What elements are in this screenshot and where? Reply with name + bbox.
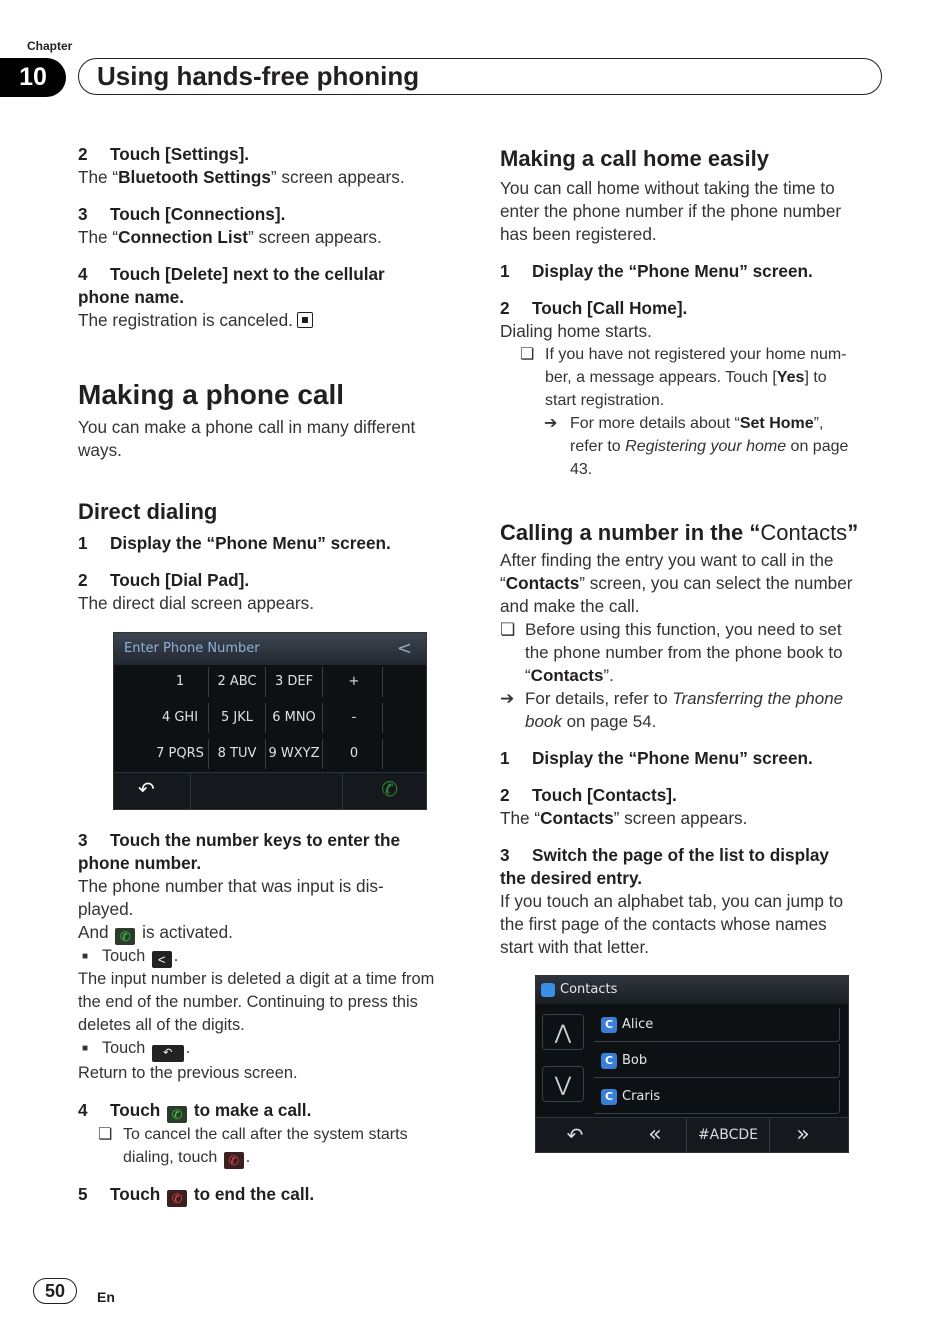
contact-row-alice[interactable]: C Alice [594, 1008, 840, 1042]
ch-step-1: 1 Display the “Phone Menu” screen. [500, 261, 813, 281]
right-column [500, 145, 885, 959]
step-3-desc: The “Connection List” screen appears. [78, 227, 382, 247]
dd-step-2: 2 Touch [Dial Pad]. [78, 570, 250, 590]
contact-icon: C [601, 1089, 617, 1105]
step-4-delete: 4 Touch [Delete] next to the cellular phone name. [78, 264, 385, 307]
left-column [78, 143, 470, 615]
delete-icon: < [152, 951, 172, 968]
ct-step-2: 2 Touch [Contacts]. [500, 785, 677, 805]
dd-step-4-note: ❏ To cancel the call after the system starts dialing, touch ✆ . [78, 1123, 470, 1169]
dialpad-key-3[interactable]: 3 DEF [266, 667, 323, 697]
back-icon[interactable]: ↶ [138, 777, 155, 801]
dd-step-2-desc: The direct dial screen appears. [78, 593, 314, 613]
checkbox-icon: ❏ [520, 346, 535, 363]
contacts-footer [536, 1117, 848, 1152]
contacts-note: ❏ Before using this function, you need to set the phone number from the phone book to “Contacts”. [500, 620, 843, 685]
dialpad-key-6[interactable]: 6 MNO [266, 703, 323, 733]
checkbox-icon: ❏ [98, 1126, 113, 1143]
phone-red-icon: ✆ [224, 1152, 244, 1169]
step-2-desc: The “Bluetooth Settings” screen appears. [78, 167, 405, 187]
making-phone-call-title: Making a phone call [78, 379, 345, 410]
dialpad-key-9[interactable]: 9 WXYZ [266, 739, 323, 769]
ct-step-2-desc: The “Contacts” screen appears. [500, 808, 748, 828]
back-icon: ↶ [152, 1045, 184, 1062]
bullet-touch-back: ■ Touch ↶ . [78, 1037, 470, 1062]
dd-step-4: 4 Touch ✆ to make a call. [78, 1100, 312, 1122]
end-mark-icon [297, 312, 313, 328]
dd-step-5: 5 Touch ✆ to end the call. [78, 1184, 315, 1206]
square-bullet-icon: ■ [82, 1043, 89, 1054]
contacts-header: Contacts [536, 976, 848, 1004]
language-label: En [97, 1289, 115, 1305]
page-number: 50 [33, 1278, 77, 1304]
contacts-intro: After finding the entry you want to call in the “Contacts” screen, you can select the number and make the call. [500, 550, 853, 616]
direct-dialing-title: Direct dialing [78, 499, 218, 524]
contact-icon: C [601, 1053, 617, 1069]
arrow-icon: ➔ [500, 689, 515, 708]
making-call-intro: You can make a phone call in many different ways. [78, 417, 416, 460]
arrow-icon: ➔ [544, 415, 558, 432]
phone-red-icon: ✆ [167, 1190, 187, 1207]
bullet-touch-delete: ■ Touch < . [82, 947, 179, 967]
dd-step-3: 3 Touch the number keys to enter the phone number. [78, 830, 401, 873]
call-home-title: Making a call home easily [500, 146, 770, 171]
dialpad-key-5[interactable]: 5 JKL [209, 703, 266, 733]
ch-subnote: ➔ For more details about “Set Home”, refer to Registering your home on page 43. [500, 412, 885, 481]
contact-icon: C [601, 1017, 617, 1033]
scroll-down-button[interactable]: ⋁ [542, 1066, 584, 1102]
scroll-up-button[interactable]: ⋀ [542, 1014, 584, 1050]
dialpad-header: Enter Phone Number < [114, 633, 426, 665]
step-4-desc: The registration is canceled. [78, 309, 470, 332]
contact-row-craris[interactable]: C Craris [594, 1080, 840, 1114]
step-3-connections: 3 Touch [Connections]. [78, 204, 286, 224]
phone-green-icon: ✆ [167, 1106, 187, 1123]
dialpad-key-2[interactable]: 2 ABC [209, 667, 266, 697]
dd-step-3-desc: The phone number that was input is dis- played. And ✆ is activated. [78, 876, 384, 944]
chapter-title: Using hands-free phoning [78, 58, 882, 95]
dialpad-key-plus[interactable]: + [326, 667, 383, 697]
next-tab-icon[interactable]: » [796, 1122, 810, 1147]
step-2-settings: 2 Touch [Settings]. [78, 144, 250, 164]
ch-step-2: 2 Touch [Call Home]. [500, 298, 688, 318]
phone-green-icon: ✆ [115, 928, 135, 945]
call-home-intro: You can call home without taking the time to enter the phone number if the phone number has been registered. [500, 178, 842, 244]
alphabet-tab[interactable]: #ABCDE [686, 1118, 770, 1152]
ct-step-1: 1 Display the “Phone Menu” screen. [500, 748, 813, 768]
contacts-subnote: ➔ For details, refer to Transferring the phone book on page 54. [500, 689, 844, 731]
dialpad-key-1[interactable]: 1 [152, 667, 209, 697]
contacts-screenshot [535, 975, 849, 1153]
ct-step-3-desc: If you touch an alphabet tab, you can jump to the first page of the contacts whose names start with that letter. [500, 891, 844, 957]
bullet-back-desc: Return to the previous screen. [78, 1064, 298, 1082]
dialpad-key-7[interactable]: 7 PQRS [152, 739, 209, 769]
back-icon[interactable]: ↶ [566, 1123, 584, 1147]
dialpad-key-8[interactable]: 8 TUV [209, 739, 266, 769]
dialpad-key-0[interactable]: 0 [326, 739, 383, 769]
dialpad-footer [114, 772, 426, 809]
contacts-icon [541, 983, 555, 997]
contact-row-bob[interactable]: C Bob [594, 1044, 840, 1078]
prev-tab-icon[interactable]: « [648, 1122, 662, 1147]
square-bullet-icon: ■ [82, 951, 89, 962]
call-icon[interactable]: ✆ [381, 777, 398, 801]
clear-icon: < [396, 638, 412, 659]
dialpad-screenshot [113, 632, 427, 810]
bullet-delete-desc: The input number is deleted a digit at a time from the end of the number. Continuing to press this deletes all of the digits. [78, 970, 435, 1034]
contacts-section-title: Calling a number in the “Contacts” [500, 520, 859, 545]
checkbox-icon: ❏ [500, 620, 516, 639]
left-column-lower [78, 829, 470, 1207]
ch-note: ❏ If you have not registered your home num- ber, a message appears. Touch [Yes] to start registration. [500, 343, 885, 412]
dialpad-key-minus[interactable]: - [326, 703, 383, 733]
chapter-number: 10 [0, 58, 66, 97]
ct-step-3: 3 Switch the page of the list to display the desired entry. [500, 845, 829, 888]
ch-step-2-desc: Dialing home starts. [500, 321, 652, 341]
chapter-label: Chapter [27, 39, 73, 53]
dd-step-1: 1 Display the “Phone Menu” screen. [78, 533, 391, 553]
dialpad-key-4[interactable]: 4 GHI [152, 703, 209, 733]
